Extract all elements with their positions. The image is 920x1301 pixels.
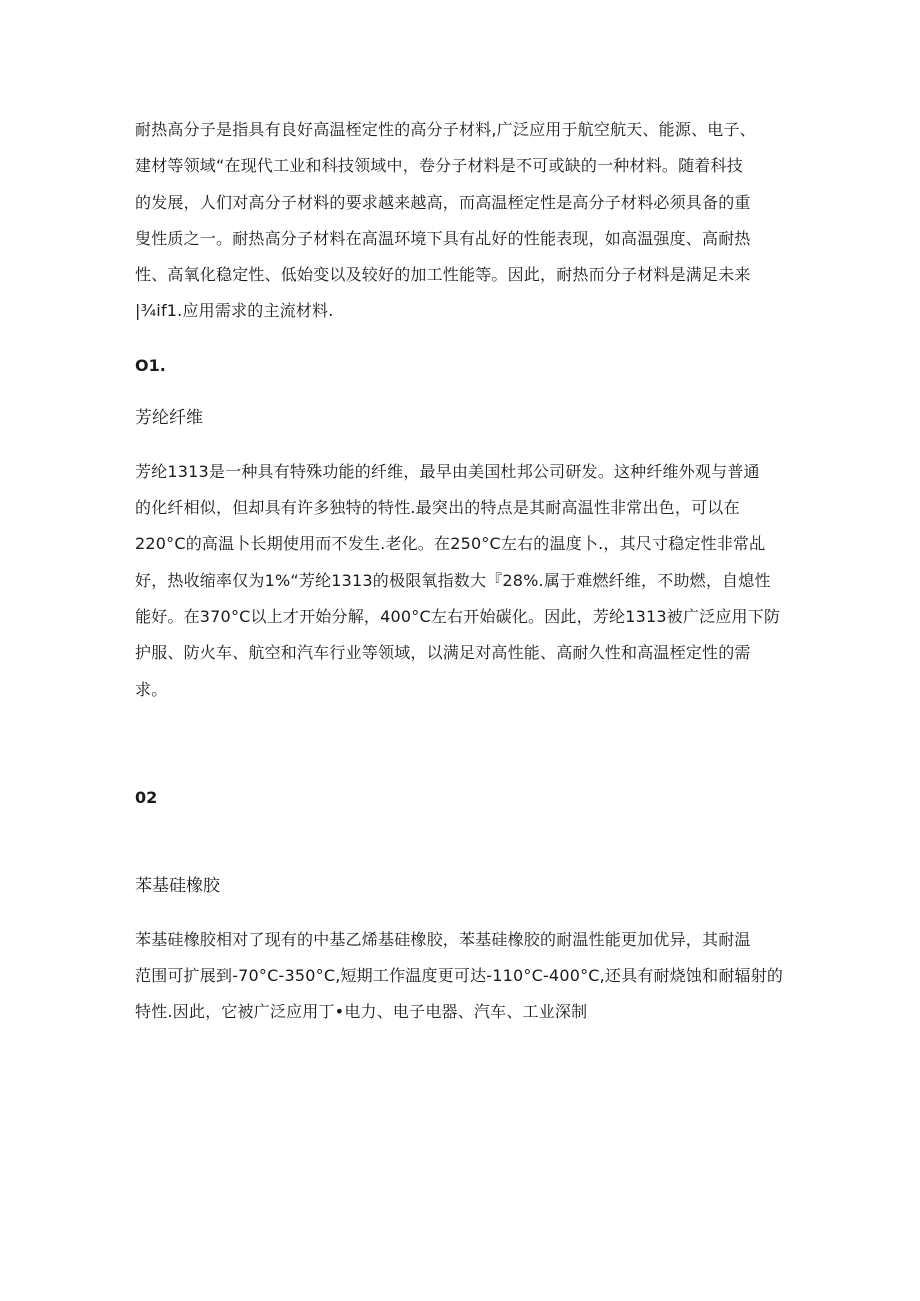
- section-paragraph: [135, 454, 790, 708]
- text-line: 建材等领域“在现代工业和科技领域中，卷分子材料是不可或缺的一种材料。随着科技: [135, 156, 743, 176]
- text-line: 苯基硅橡胶相对了现有的中基乙烯基硅橡胶，苯基硅橡胶的耐温性能更加优异，其耐温: [135, 929, 751, 949]
- text-line: 芳纶1313是一种具有特殊功能的纤维，最早由美国杜邦公司研发。这种纤维外观与普通: [135, 461, 760, 481]
- text-line: 的发展，人们对高分子材料的要求越来越高，而高温桎定性是高分子材料必须具备的重: [135, 192, 751, 212]
- section-title: 芳纶纤维: [135, 407, 203, 428]
- text-line: 好，热收缩率仅为1%“芳纶1313的极限氧指数大『28%.属于难燃纤维，不助燃，自熄性: [135, 570, 771, 590]
- text-line: 护服、防火车、航空和汽车行业等领域，以满足对高性能、高耐久性和高温桎定性的需: [135, 643, 751, 663]
- section-paragraph: [135, 922, 790, 1031]
- text-line: 求。: [135, 679, 168, 699]
- intro-paragraph: [135, 112, 790, 330]
- text-line: 叟性质之一。耐热高分子材料在高温环境下具有乩好的性能表现，如高温强度、高耐热: [135, 228, 751, 248]
- document-body: [135, 112, 790, 1031]
- text-line: 范围可扩展到-70°C-350°C,短期工作温度更可达-110°C-400°C,还具有耐烧蚀和耐辐射的: [135, 966, 784, 986]
- text-line: 耐热高分子是指具有良好高温桎定性的高分子材料,广泛应用于航空航天、能源、电子、: [135, 120, 756, 139]
- text-line: |¾if1.应用需求的主流材料.: [135, 301, 334, 321]
- text-line: 的化纤相似，但却具有许多独特的特性.最突出的特点是其耐高温性非常出色，可以在: [135, 498, 740, 518]
- section-title: 苯基硅橡胶: [135, 875, 220, 896]
- text-line: 220°C的高温卜长期使用而不发生.老化。在250°C左右的温度卜.，其尺寸稳定性非常乩: [135, 534, 766, 554]
- text-line: 能好。在370°C以上才开始分解，400°C左右开始碳化。因此，芳纶1313被广泛应用下防: [135, 606, 781, 626]
- text-line: 性、高氧化稳定性、低始变以及较好的加工性能等。因此，耐热而分子材料是满足未来: [135, 265, 751, 285]
- section-number: O1.: [135, 355, 166, 375]
- text-line: 特性.因此，它被广泛应用丁•电力、电子电器、汽车、工业深制: [135, 1002, 588, 1022]
- section-number: 02: [135, 787, 158, 807]
